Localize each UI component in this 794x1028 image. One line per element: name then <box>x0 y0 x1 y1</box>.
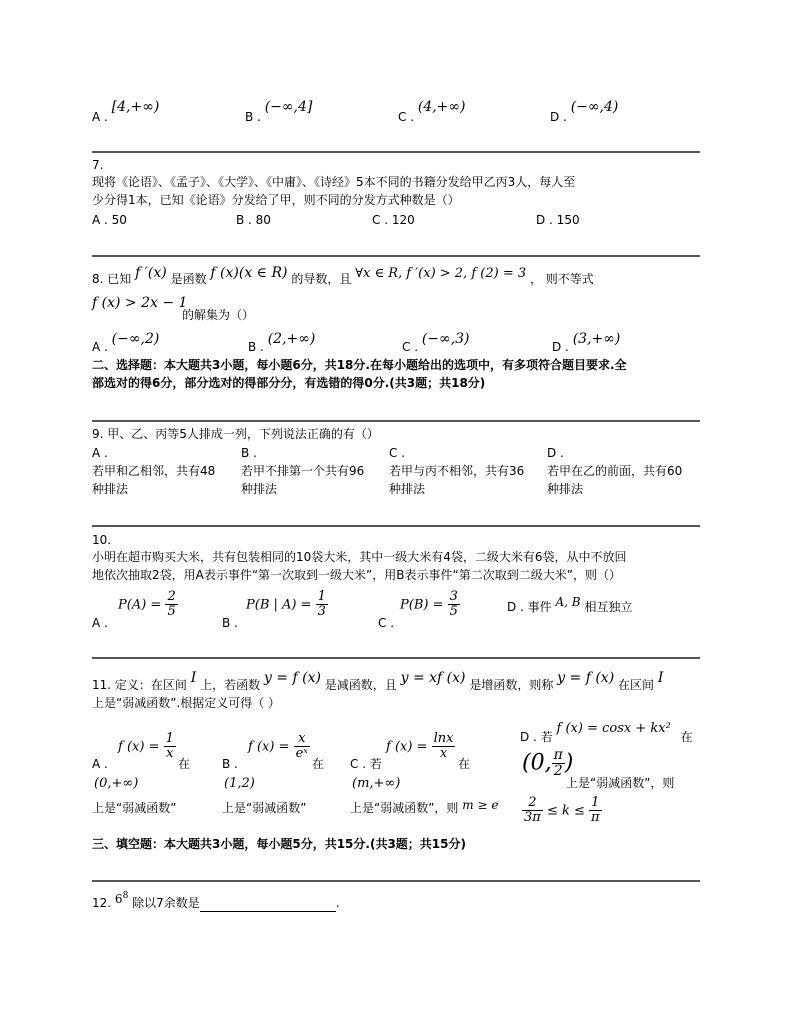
divider <box>92 657 700 659</box>
q11-option-a-interval: (0,+∞) <box>94 776 139 791</box>
math-lhs: P(B | A) = <box>246 597 312 613</box>
q11-option-d-interval <box>522 748 573 780</box>
denominator: 2 <box>553 763 563 780</box>
q10-option-b-label: B . <box>222 616 238 630</box>
q8-prefix: 8. 已知 <box>92 272 132 286</box>
q11-math: I <box>190 670 197 686</box>
q12-power <box>115 892 128 906</box>
section-2-heading-line2: 部选对的得6分，部分选对的得部分分，有选错的得0分.(共3题；共18分) <box>92 376 486 390</box>
numerator: 2 <box>167 589 176 604</box>
q9-option-c-line2: 种排法 <box>389 482 426 496</box>
q11-text: 11. 定义：在区间 <box>92 678 187 692</box>
q7-option-b: B . 80 <box>236 213 271 227</box>
q11-text: 是减函数，且 <box>324 678 397 692</box>
q8-stem-line2 <box>92 297 187 315</box>
fraction <box>294 732 310 762</box>
q10-option-a-math <box>118 590 178 620</box>
power-base: 6 <box>114 892 123 906</box>
denominator: eˣ <box>295 746 308 762</box>
option-label: A . <box>92 110 108 124</box>
interval-left: (0, <box>522 750 552 776</box>
q9-option-c-line1: 若甲与丙不相邻，共有36 <box>389 464 525 478</box>
q11-stem-line2: 上是“弱减函数”.根据定义可得（ ） <box>92 696 281 710</box>
q9-option-d-label: D . <box>547 446 564 460</box>
divider <box>92 255 700 257</box>
option-math: m ≥ e <box>462 798 499 812</box>
q10-option-c-math <box>400 590 460 620</box>
math-lhs: f (x) = <box>118 739 160 755</box>
divider <box>92 880 700 882</box>
fraction <box>448 590 460 620</box>
denominator: x <box>166 746 174 762</box>
option-label: D . <box>550 110 567 124</box>
denominator: 3 <box>317 604 326 620</box>
q11-option-d-range <box>522 796 602 826</box>
q9-option-d-line2: 种排法 <box>547 482 584 496</box>
option-label: B . <box>248 340 264 354</box>
option-math: [4,+∞) <box>111 99 160 115</box>
q11-option-c-math <box>386 732 455 762</box>
option-text: 相互独立 <box>584 600 633 614</box>
q9-stem: 9. 甲、乙、丙等5人排成一列，下列说法正确的有（） <box>92 427 379 441</box>
q7-option-d: D . 150 <box>536 213 580 227</box>
q10-option-c-label: C . <box>378 616 395 630</box>
q8-math-inequality: f (x) > 2x − 1 <box>92 295 188 311</box>
option-math: A, B <box>555 595 581 609</box>
range-middle: ≤ k ≤ <box>546 803 585 819</box>
answer-blank[interactable] <box>200 899 336 912</box>
math-lhs: f (x) = <box>248 739 290 755</box>
power-exponent: 8 <box>122 891 129 901</box>
fraction <box>589 796 602 826</box>
divider <box>92 525 700 527</box>
numerator: 1 <box>165 731 174 746</box>
q11-option-a-math <box>118 732 176 762</box>
q11-option-b-interval: (1,2) <box>224 776 255 791</box>
q11-math: y = f (x) <box>557 670 615 686</box>
q8-text: ， 则不等式 <box>529 272 594 286</box>
denominator: π <box>591 810 600 826</box>
q11-option-d-tail: 上是“弱减函数”，则 <box>566 776 675 790</box>
q6-option-d <box>550 99 619 126</box>
q12-period: . <box>335 896 340 910</box>
math-lhs: P(B) = <box>400 597 444 613</box>
q9-option-a-line2: 种排法 <box>92 482 129 496</box>
q10-option-d <box>507 595 633 616</box>
fraction <box>432 732 456 762</box>
option-label: C . <box>398 110 415 124</box>
q11-math: I <box>657 670 664 686</box>
q10-stem-line2: 地依次抽取2袋，用A表示事件“第一次取到一级大米”，用B表示事件“第二次取到二级大米”，则（） <box>92 568 621 582</box>
q6-option-b <box>245 99 313 126</box>
numerator: 3 <box>449 589 458 604</box>
q8-math-condition: ∀x ∈ R, f ′(x) > 2, f (2) = 3 <box>355 266 527 281</box>
q8-option-c <box>402 331 470 356</box>
option-label: D . <box>552 340 569 354</box>
q11-text: 在区间 <box>618 678 655 692</box>
q6-option-a <box>92 99 160 126</box>
option-math: (2,+∞) <box>267 331 316 347</box>
q11-option-b-label: B . <box>222 757 238 771</box>
q11-option-d-line1 <box>520 721 693 747</box>
option-text: 上是“弱减函数”，则 <box>350 801 459 815</box>
q8-stem-tail: 的解集为（） <box>182 308 255 322</box>
numerator: 2 <box>522 796 543 811</box>
option-label: A . <box>92 340 108 354</box>
q9-option-b-line1: 若甲不排第一个共有96 <box>241 464 365 478</box>
option-math: (3,+∞) <box>572 331 621 347</box>
option-label: D . 事件 <box>507 600 552 614</box>
fraction <box>316 590 328 620</box>
q9-option-a-label: A . <box>92 446 108 460</box>
q12-stem <box>92 891 340 912</box>
q8-option-d <box>552 331 621 356</box>
q9-option-b-line2: 种排法 <box>241 482 278 496</box>
q8-text: 是函数 <box>170 272 207 286</box>
q10-stem-line1: 小明在超市购买大米，共有包装相同的10袋大米，其中一级大米有4袋，二级大米有6袋，从中不放回 <box>92 550 627 564</box>
q10-option-b-math <box>246 590 328 620</box>
divider <box>92 151 700 153</box>
q11-stem-line1 <box>92 670 664 694</box>
q8-text: 的导数，且 <box>291 272 352 286</box>
q11-option-b-math <box>248 732 310 762</box>
math-lhs: f (x) = <box>386 739 428 755</box>
q7-stem-line2: 少分得1本，已知《论语》分发给了甲，则不同的分发方式种数是（） <box>92 193 460 207</box>
option-math: (−∞,2) <box>111 331 160 347</box>
numerator: x <box>294 732 310 747</box>
option-math: (−∞,4) <box>570 99 619 115</box>
q11-option-c-tail <box>350 798 499 817</box>
fraction <box>552 748 565 780</box>
q11-option-b-tail: 上是“弱减函数” <box>222 801 307 815</box>
q11-text: 上，若函数 <box>200 678 261 692</box>
q11-option-a-zai: 在 <box>178 757 191 771</box>
option-math: f (x) = cosx + kx² <box>556 721 671 736</box>
q7-number: 7. <box>92 158 104 172</box>
denominator: x <box>439 746 448 762</box>
q9-option-d-line1: 若甲在乙的前面，共有60 <box>547 464 683 478</box>
option-label: C . <box>402 340 419 354</box>
numerator: lnx <box>433 731 454 746</box>
q11-text: 是增函数，则称 <box>469 678 554 692</box>
option-math: (−∞,3) <box>421 331 470 347</box>
fraction <box>165 590 177 620</box>
q8-option-a <box>92 331 160 356</box>
numerator: 1 <box>589 796 602 811</box>
q8-math-function: f (x)(x ∈ R) <box>210 265 288 281</box>
q11-math: y = xf (x) <box>400 670 466 686</box>
q10-option-a-label: A . <box>92 616 108 630</box>
option-math: (−∞,4] <box>264 99 313 115</box>
q11-option-c-zai: 在 <box>458 757 471 771</box>
q8-math-derivative: f ′(x) <box>135 265 167 281</box>
q11-option-c-label: C . 若 <box>350 757 382 771</box>
section-2-heading-line1: 二、选择题：本大题共3小题，每小题6分，共18分.在每小题给出的选项中，有多项符合题目要求.全 <box>92 358 627 372</box>
q10-number: 10. <box>92 533 112 547</box>
q11-option-a-label: A . <box>92 757 108 771</box>
option-label: B . <box>245 110 261 124</box>
q7-option-c: C . 120 <box>372 213 415 227</box>
math-lhs: P(A) = <box>118 597 162 613</box>
q11-math: y = f (x) <box>263 670 321 686</box>
interval-right: ) <box>564 750 574 776</box>
q11-option-b-zai: 在 <box>312 757 325 771</box>
q12-text: 除以7余数是 <box>132 896 200 910</box>
denominator: 5 <box>449 604 458 620</box>
q6-option-c <box>398 99 466 126</box>
q11-option-a-tail: 上是“弱减函数” <box>92 801 177 815</box>
q8-stem-line1 <box>92 265 594 289</box>
denominator: 5 <box>167 604 176 620</box>
option-math: (4,+∞) <box>417 99 466 115</box>
q9-option-a-line1: 若甲和乙相邻，共有48 <box>92 464 216 478</box>
option-text: 在 <box>680 730 693 744</box>
q7-stem-line1: 现将《论语》、《孟子》、《大学》、《中庸》、《诗经》5本不同的书籍分发给甲乙丙3人，每人至 <box>92 175 576 189</box>
q8-option-b <box>248 331 316 356</box>
q9-option-c-label: C . <box>389 446 406 460</box>
q7-option-a: A . 50 <box>92 213 127 227</box>
fraction <box>164 732 176 762</box>
q12-number: 12. <box>92 896 112 910</box>
divider <box>92 420 700 422</box>
q11-option-c-interval: (m,+∞) <box>352 776 401 791</box>
numerator: π <box>553 747 563 763</box>
section-3-heading: 三、填空题：本大题共3小题，每小题5分，共15分.(共3题；共15分) <box>92 837 466 851</box>
denominator: 3π <box>524 810 541 826</box>
fraction <box>522 796 543 826</box>
option-label: D . 若 <box>520 730 553 744</box>
q9-option-b-label: B . <box>241 446 257 460</box>
numerator: 1 <box>317 589 326 604</box>
